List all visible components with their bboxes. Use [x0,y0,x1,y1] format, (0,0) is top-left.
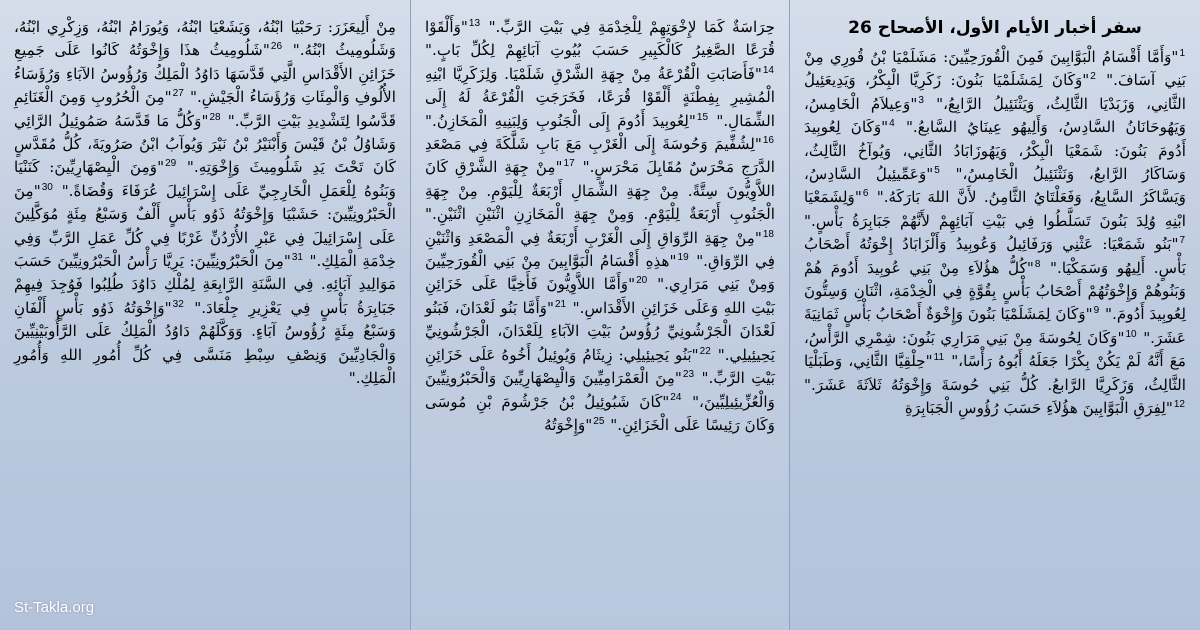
verse-number: 15 [696,111,709,123]
verse-number: 4 [889,118,895,130]
verse-number: 31 [291,252,303,263]
verse-number: 12 [1173,399,1185,411]
verse-text: "وَكَانَ لِعُوبِيدَ أَدُومَ بَنُونَ: شَمَعْيَا الْبِكْرُ، وَيَهُوزَابَادُ الثَّانِي، وَيُوآخُ الثَّالِثُ، وَسَاكَارُ الرَّابعُ، وَنَثْنَئِيلُ الْخَامِسُ،" [804,118,1186,184]
verse-number: 22 [699,345,711,357]
verse-number: 13 [468,17,481,29]
verse-text: "مِنْ جِهَةِ الشَّرْقِ كَانَ اللاَّوِيُّونَ سِتَّةً. مِنْ جِهَةِ الشِّمَالِ أَرْبَعَةٌ لِلْيَوْمِ. مِنْ جِهَةِ الْجَنُوبِ أَرْبَعَةٌ لِلْيَوْمِ. وَمِنْ جِهَةِ الْمَخَازِنِ اثْنَيْنِ اثْنَيْنِ." [425,158,775,224]
verses-right [804,46,1186,421]
verse-text: "وَأَمَّا بَنُو لَعْدَانَ، فَبَنُو لَعْدَانَ الْجَرْشُونِيِّ رُؤُوسُ بَيْتِ الآبَاءِ لِلَعْدَانَ، الْجَرْشُونِيِّ يَحِيئِيلِي." [425,298,775,364]
verse-number: 19 [677,252,689,263]
verse-number: 18 [762,228,774,240]
verse-number: 7 [1179,235,1185,247]
verse-text: "وَإِخْوَتُهُ ذَوُو بَأْسٍ أَلْفَانِ وَسَبْعُ مِئَةٍ رُؤُوسُ آبَاءٍ. وَوَكَّلَهُمْ دَاوُدُ الْمَلِكُ عَلَى الرَّأُوبَيْنِيِّينَ وَالْجَادِيِّينَ وَنِصْفِ سِبْطِ مَنَسَّى فِي كُلِّ أُمُورِ اللهِ وَأُمُورِ الْمَلِكِ." [14,298,396,388]
verse-text: "مِنَ الْحُرُوبِ وَمِنَ الْغَنَائِمِ قَدَّسُوا لِتَشْدِيدِ بَيْتِ الرَّبِّ." [14,88,397,130]
verse-number: 17 [563,158,575,170]
verse-number: 29 [165,158,177,170]
verse-text: "مِنَ الْحَبْرُونِيِّينَ: حَشَبْيَا وَإِخْوَتُهُ ذَوُو بَأْسٍ أَلْفٌ وَسَبْعُ مِئَةٍ مُوَكَّلِينَ عَلَى إِسْرَائِيلَ فِي عَبْرِ الأُرْدُنِّ غَرْبًا فِي كُلِّ عَمَلِ الرَّبِّ وَفِي خِدْمَةِ الْمَلِكِ." [14,181,397,271]
verse-text: "شَلُومِيثُ هذَا وَإِخْوَتُهُ كَانُوا عَلَى جَمِيعِ خَزَائِنِ الأَقْدَاسِ الَّتِي قَدَّسَهَا دَاوُدُ الْمَلِكُ وَرُؤُوسُ الآبَاءِ وَرُؤَسَاءُ الأُلُوفِ وَالْمِئَاتِ وَرُؤَسَاءُ الْجَيْشِ." [14,41,396,107]
verse-number: 32 [172,298,184,310]
verse-number: 2 [1090,71,1096,83]
verse-text: "بَنُو يَحِيئِيلِي: زِيثَامُ وَيُوئِيلُ أَخُوهُ عَلَى خَزَائِنِ بَيْتِ الرَّبِّ." [425,345,776,388]
verse-text: "وَمِنَ الْيِصْهَارِيِّينَ: كَنَنْيَا وَبَنُوهُ لِلْعَمَلِ الْخَارِجِيِّ عَلَى إِسْرَائِيلَ عُرَفَاءَ وَقُضَاةً." [14,158,397,200]
verse-text: "لِعُوبِيدَ أَدُومَ إِلَى الْجَنُوبِ وَلِبَنِيهِ الْمَخَازِنُ." [425,111,696,130]
verse-number: 6 [862,188,869,200]
verse-text: "بَنُو شَمَعْيَا: عَثْنِي وَرَفَائِيلُ وَعُوبِيدُ وَأَلْزَابَادُ إِخْوَتُهُ أَصْحَابُ بَأْسٍ. أَلِيهُو وَسَمَكْيَا." [804,235,1186,277]
column-right [790,0,1200,630]
verse-text: "وَكَانَ لِمَشَلَمْيَا بَنُونَ: زَكَرِيَّا الْبِكْرُ، وَيَدِيعَئِيلُ الثَّانِي، وَزَبَدْيَا الثَّالِثُ، وَيَثْنَئِيلُ الرَّابِعُ،" [804,71,1186,113]
verse-number: 1 [1179,47,1185,59]
verse-number: 27 [172,88,184,100]
verse-text: "وَعَمِّيئِيلُ السَّادِسُ، وَيَسَّاكَرُ السَّابِعُ، وَفَعَلْتَايُ الثَّامِنُ. لأَنَّ اللهَ بَارَكَهُ." [804,165,1186,207]
verse-text: حِرَاسَةٌ كَمَا لإِخْوَتِهِمْ لِلْخِدْمَةِ فِي بَيْتِ الرَّبِّ." [488,18,775,36]
verse-text: مِنْ أَلِيعَزَرَ: رَحَبْيَا ابْنُهُ، وَيَشَعْيَا ابْنُهُ، وَيُورَامُ ابْنُهُ، وَزِكْرِي ابْنُهُ، وَشَلُومِيثُ ابْنُهُ." [14,18,396,60]
column-left [0,0,410,630]
verse-text: "مِنْ جِهَةِ الرِّوَاقِ إِلَى الْغَرْبِ أَرْبَعَةٌ فِي الْمَصْعَدِ وَاثْنَيْنِ فِي الرِّوَاقِ." [425,228,776,271]
verse-number: 24 [670,392,682,404]
verse-number: 20 [636,275,648,287]
verse-text: "فَأَصَابَتِ الْقُرْعَةُ مِنْ جِهَةِ الشَّرْقِ شَلَمْيَا. وَلِزَكَرِيَّا ابْنِهِ الْمُشِيرِ بِفِطْنَةٍ أَلْقَوْا قُرَعًا، فَخَرَجَتِ الْقُرْعَةُ لَهُ إِلَى الشِّمَالِ." [425,64,775,130]
verse-text: "مِنَ الْعَمْرَامِيِّينَ وَالْيِصْهَارِيِّينَ وَالْحَبْرُونِيِّينَ وَالْعُزِّيئِيلِيِّينَ،" [425,369,775,411]
verse-text: "وَأَمَّا اللاَّوِيُّونَ فَأَخِيَّا عَلَى خَزَائِنِ بَيْتِ اللهِ وَعَلَى خَزَائِنِ الأَقْدَاسِ." [425,275,775,317]
verse-text: "وَكَانَ لِحُوسَةَ مِنْ بَنِي مَرَارِي بَنُونَ: شِمْرِي الرَّأْسُ، مَعَ أَنَّهُ لَمْ يَكُنْ بِكْرًا جَعَلَهُ أَبُوهُ رَأْسًا،" [804,328,1186,371]
verse-number: 10 [1125,328,1137,340]
verse-number: 30 [41,181,53,193]
verse-text: "وَكُلُّ مَا قَدَّسَهُ صَمُوئِيلُ الرَّائِي وَشَاوُلُ بْنُ قَيْسَ وَأَبْنَيْرُ بْنُ نَيْرَ وَيُوآبُ ابْنُ صَرُويَةَ، كُلُّ مُقَدَّسٍ كَانَ تَحْتَ يَدِ شَلُومِيثَ وَإِخْوَتِهِ." [14,111,397,177]
verse-text: "وَأَمَّا أَقْسَامُ الْبَوَّابِينَ فَمِنَ الْقُورَحِيِّينَ: مَشَلَمْيَا بْنُ قُورِي مِنْ بَنِي آسَافَ." [804,48,1186,90]
verse-number: 5 [934,164,940,176]
verse-number: 9 [1093,305,1100,317]
verse-number: 28 [209,111,221,123]
verse-number: 21 [554,298,567,310]
verse-text: "لِفِرَقِ الْبَوَّابِينَ هؤُلاَءِ حَسَبَ رُؤُوسِ الْجَبَابِرَةِ [904,399,1173,418]
verse-text: "كُلُّ هؤُلاَءِ مِنْ بَنِي عُوبِيدَ أَدُومَ هُمْ وَبَنُوهُمْ وَإِخْوَتُهُمْ أَصْحَابُ بَأْسٍ بِقُوَّةٍ فِي الْخِدْمَةِ، اثْنَانِ وَسِتُّونَ لِعُوبِيدَ أَدُومَ." [804,258,1186,324]
verse-number: 26 [270,41,283,53]
verse-number: 14 [762,64,774,76]
verse-number: 16 [762,134,774,146]
verse-number: 11 [933,352,945,364]
verse-number: 23 [682,369,695,381]
verse-text: "وَلِشَمَعْيَا ابْنِهِ وُلِدَ بَنُونَ تَسَلَّطُوا فِي بَيْتِ آبَائِهِمْ لأَنَّهُمْ جَبَابِرَةُ بَأْسٍ." [804,188,1186,230]
verse-text: "وَكَانَ لِمَشَلَمْيَا بَنُونَ وَإِخْوَةٌ أَصْحَابُ بَأْسٍ ثَمَانِيَةَ عَشَرَ." [804,305,1186,347]
column-middle [410,0,790,630]
verse-text: "وَإِخْوَتُهُ [544,415,593,434]
verses-left [14,16,396,391]
verse-number: 3 [918,94,924,106]
verse-text: "هذِهِ أَقْسَامُ الْبَوَّابِينَ مِنْ بَنِي الْقُورَحِيِّينَ وَمِنْ بَنِي مَرَارِي." [425,252,776,294]
verse-number: 8 [1034,258,1041,270]
site-watermark: St-Takla.org [14,599,95,616]
verse-text: "حِلْقِيَّا الثَّانِي، وَطَبَلْيَا الثَّالِثُ، وَزَكَرِيَّا الرَّابعُ. كُلُّ بَنِي حُوسَةَ وَإِخْوَتُهُ ثَلاَثَةَ عَشَرَ." [804,352,1186,394]
verse-text: "لِشُفِّيمَ وَحُوسَةَ إِلَى الْغَرْبِ مَعَ بَابِ شَلَّكَةَ فِي مَصْعَدِ الدَّرَجِ مَحْرَسٌ مُقَابِلَ مَحْرَسٍ." [425,135,775,177]
chapter-title: سفر أخبار الأيام الأول، الأصحاح 26 [848,18,1142,38]
verse-number: 25 [593,415,605,427]
verse-text: "مِنَ الْحَبْرُونِيِّينَ: يَرِيَّا رَأْسُ الْحَبْرُونِيِّينَ حَسَبَ مَوَالِيدِ آبَائِهِ. فِي السَّنَةِ الرَّابِعَةِ لِمُلْكِ دَاوُدَ طُلِبُوا فَوُجِدَ فِيهِمْ جَبَابِرَةُ بَأْسٍ فِي يَعْزِيرِ جِلْعَادَ." [14,252,396,317]
verses-middle [425,16,775,437]
verse-text: "وَأَلْقَوْا قُرَعًا الصَّغِيرُ كَالْكَبِيرِ حَسَبَ بُيُوتِ آبَائِهِمْ لِكُلِّ بَابٍ." [425,18,775,60]
verse-text: "وَعِيلاَمُ الْخَامِسُ، وَيَهُوحَانَانُ السَّادِسُ، وَأَلِيهُو عِينَايُ السَّابعُ." [804,94,1186,137]
verse-text: "كَانَ شَبُوئِيلُ بْنُ جَرْشُومَ بْنِ مُوسَى وَكَانَ رَئِيسًا عَلَى الْخَزَائِنِ." [425,392,775,434]
